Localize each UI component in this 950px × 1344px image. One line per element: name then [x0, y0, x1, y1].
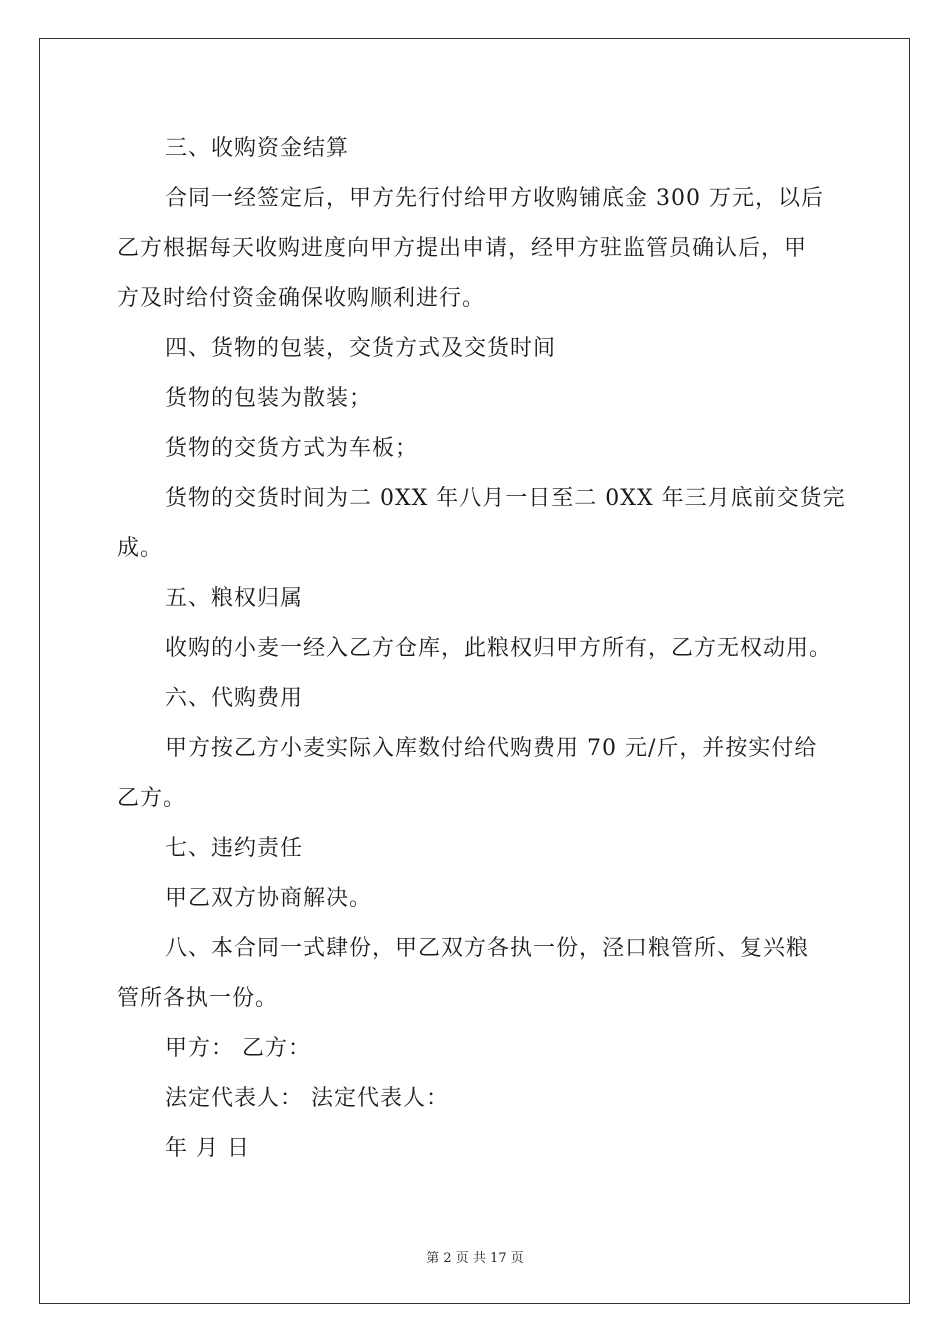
paragraph-line: 乙方根据每天收购进度向甲方提出申请，经甲方驻监管员确认后，甲 — [117, 236, 808, 261]
paragraph-line: 货物的包装为散装； — [165, 386, 373, 411]
paragraph-line: 甲乙双方协商解决。 — [165, 886, 373, 911]
section-heading-liability: 七、违约责任 — [165, 836, 304, 861]
paragraph-line: 货物的交货时间为二 0XX 年八月一日至二 0XX 年三月底前交货完 — [165, 486, 846, 511]
section-heading-ownership: 五、粮权归属 — [165, 586, 304, 611]
section-heading-settlement: 三、收购资金结算 — [165, 136, 350, 161]
paragraph-line: 方及时给付资金确保收购顺利进行。 — [117, 286, 486, 311]
page-number-footer: 第 2 页 共 17 页 — [426, 1251, 524, 1266]
paragraph-line: 货物的交货方式为车板； — [165, 436, 419, 461]
paragraph-line: 成。 — [117, 536, 164, 561]
paragraph-line: 乙方。 — [117, 786, 187, 811]
paragraph-line: 八、本合同一式肆份，甲乙双方各执一份，泾口粮管所、复兴粮 — [165, 936, 810, 961]
document-body — [117, 124, 846, 1174]
paragraph-line: 收购的小麦一经入乙方仓库，此粮权归甲方所有，乙方无权动用。 — [165, 636, 833, 661]
section-heading-fees: 六、代购费用 — [165, 686, 304, 711]
signature-parties: 甲方： 乙方： — [165, 1036, 311, 1061]
signature-date: 年 月 日 — [165, 1136, 250, 1161]
section-heading-packaging: 四、货物的包装，交货方式及交货时间 — [165, 336, 557, 361]
paragraph-line: 合同一经签定后，甲方先行付给甲方收购铺底金 300 万元，以后 — [165, 186, 824, 211]
signature-representatives: 法定代表人： 法定代表人： — [165, 1086, 449, 1111]
paragraph-line: 管所各执一份。 — [117, 986, 279, 1011]
paragraph-line: 甲方按乙方小麦实际入库数付给代购费用 70 元/斤，并按实付给 — [165, 736, 818, 761]
